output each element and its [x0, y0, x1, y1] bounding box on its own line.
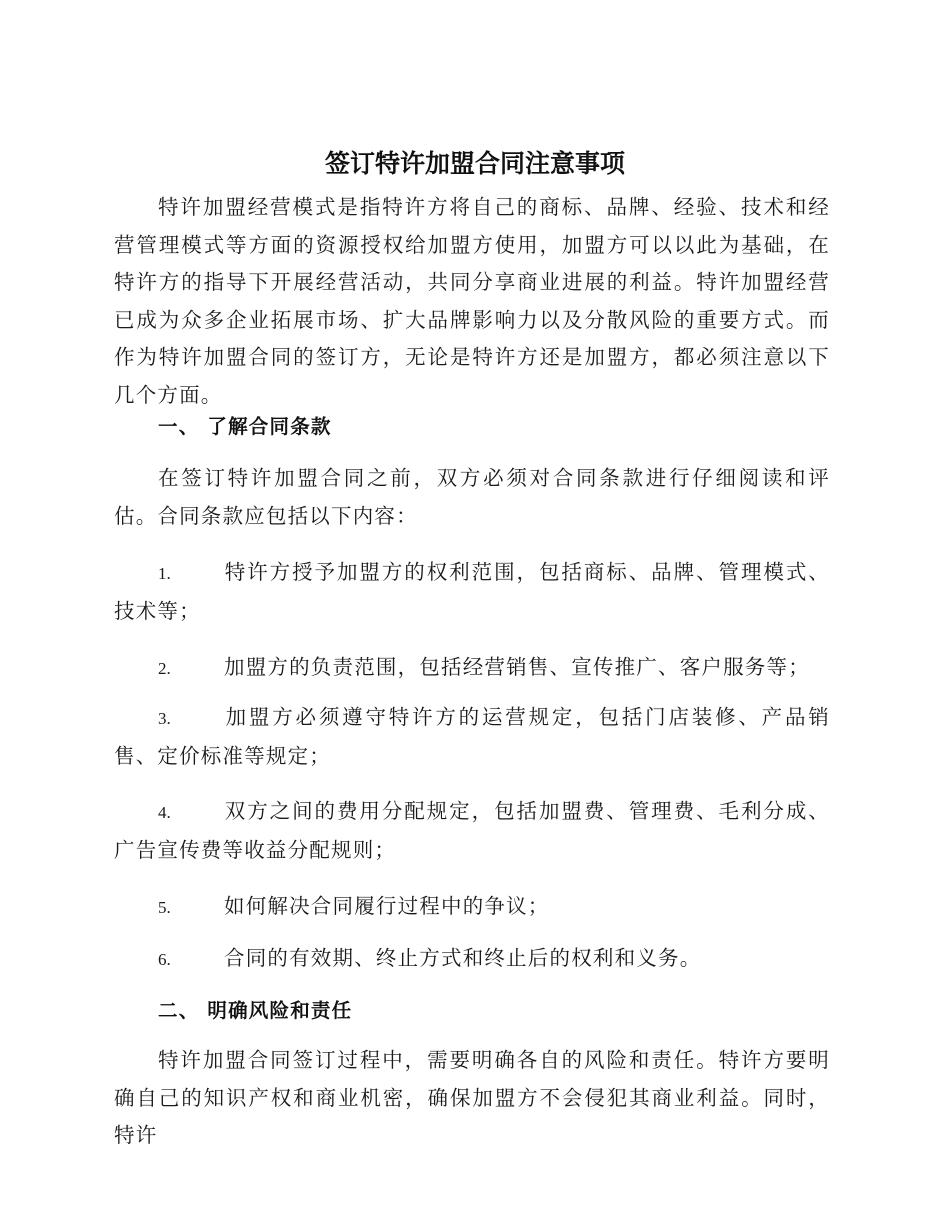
list-item-number: 5. — [158, 898, 171, 917]
list-item-number: 4. — [158, 803, 171, 822]
section-1-paragraph: 在签订特许加盟合同之前，双方必须对合同条款进行仔细阅读和评估。合同条款应包括以下内容： — [114, 466, 830, 528]
section-2-paragraph: 特许加盟合同签订过程中，需要明确各自的风险和责任。特许方要明确自己的知识产权和商业机密，确保加盟方不会侵犯其商业利益。同时，特许 — [114, 1048, 830, 1147]
list-item — [114, 554, 830, 630]
list-item — [114, 888, 830, 927]
intro-paragraph: 特许加盟经营模式是指特许方将自己的商标、品牌、经验、技术和经营管理模式等方面的资源授权给加盟方使用，加盟方可以以此为基础，在特许方的指导下开展经营活动，共同分享商业进展的利益。特许加盟经营已成为众多企业拓展市场、扩大品牌影响力以及分散风险的重要方式。而作为特许加盟合同的签订方，无论是特许方还是加盟方，都必须注意以下几个方面。 — [114, 195, 830, 407]
section-1-heading: 一、 了解合同条款 — [158, 415, 332, 438]
list-item-number: 2. — [158, 659, 171, 678]
list-item-text: 加盟方的负责范围，包括经营销售、宣传推广、客户服务等； — [224, 655, 810, 679]
document-title: 签订特许加盟合同注意事项 — [324, 149, 625, 178]
list-item-text: 合同的有效期、终止方式和终止后的权利和义务。 — [224, 946, 702, 970]
list-item — [114, 649, 830, 688]
list-item — [114, 793, 830, 869]
list-item-number: 1. — [158, 564, 171, 583]
list-item — [114, 699, 830, 775]
list-item — [114, 940, 830, 979]
list-item-number: 6. — [158, 950, 171, 969]
list-item-number: 3. — [158, 709, 171, 728]
list-item-text: 特许方授予加盟方的权利范围，包括商标、品牌、管理模式、技术等； — [114, 560, 830, 623]
list-item-text: 双方之间的费用分配规定，包括加盟费、管理费、毛利分成、广告宣传费等收益分配规则； — [114, 799, 830, 862]
section-2-heading: 二、 明确风险和责任 — [158, 999, 353, 1022]
list-item-text: 加盟方必须遵守特许方的运营规定，包括门店装修、产品销售、定价标准等规定； — [114, 705, 830, 768]
list-item-text: 如何解决合同履行过程中的争议； — [224, 894, 550, 918]
